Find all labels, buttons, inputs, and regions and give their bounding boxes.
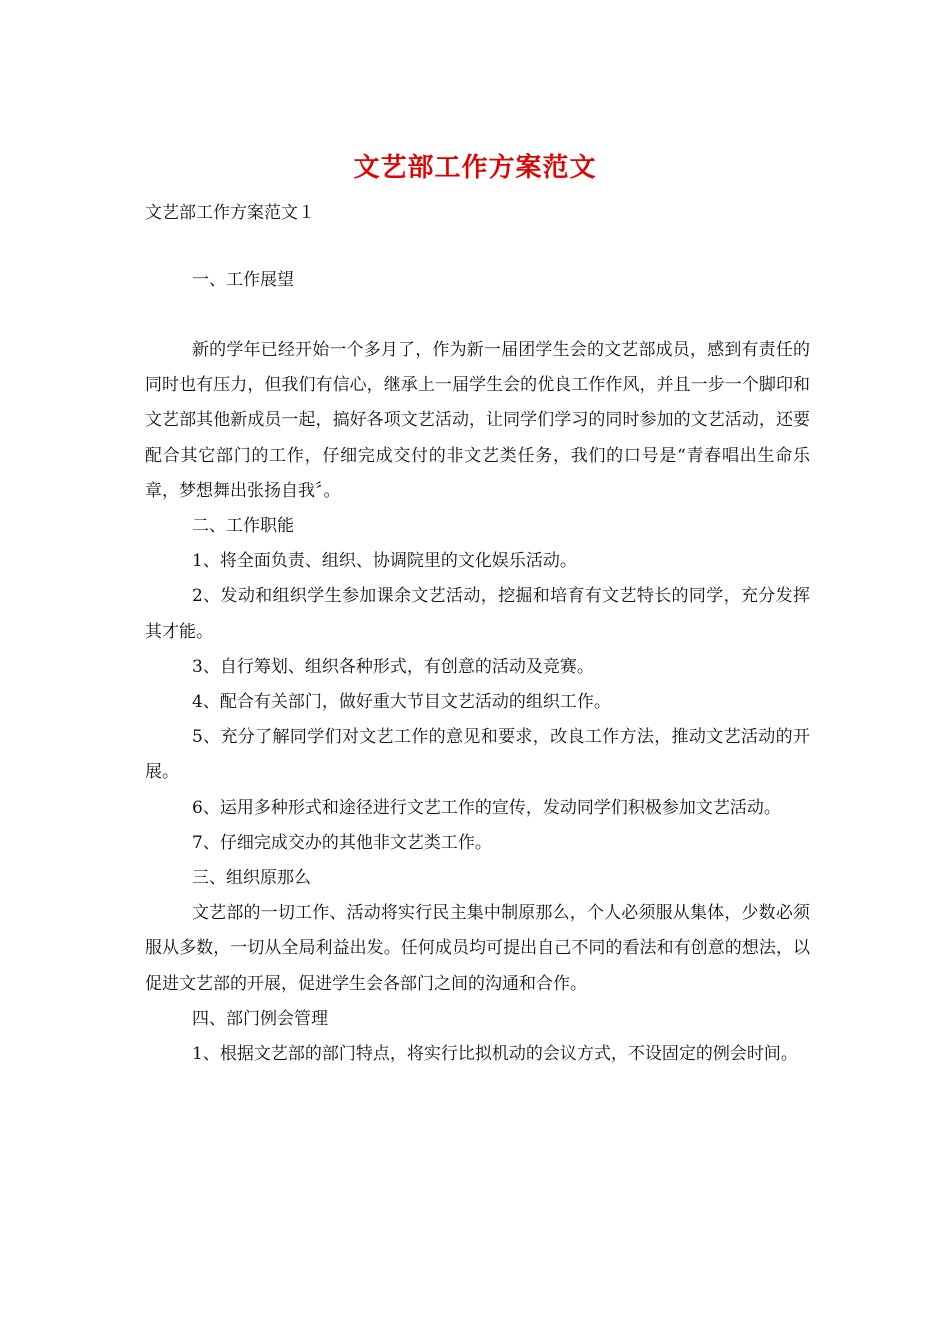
paragraph-principles: 文艺部的一切工作、活动将实行民主集中制原那么，个人必须服从集体，少数必须服从多数，一切从全局利益出发。任何成员均可提出自己不同的看法和有创意的想法，以促进文艺部的开展，促进学生会各部门之间的沟通和合作。 [145,903,810,994]
document-body [145,333,810,1072]
section-heading-meetings: 四、部门例会管理 [192,1008,328,1029]
section-heading-outlook: 一、工作展望 [192,270,294,290]
list-item: 1、根据文艺部的部门特点，将实行比拟机动的会议方式，不设固定的例会时间。 [192,1044,798,1065]
paragraph-intro: 新的学年已经开始一个多月了，作为新一届团学生会的文艺部成员，感到有责任的同时也有压力，但我们有信心，继承上一届学生会的优良工作作风，并且一步一个脚印和文艺部其他新成员一起，搞好各项文艺活动，让同学们学习的同时参加的文艺活动，还要配合其它部门的工作，仔细完成交付的非文艺类任务，我们的口号是“青春唱出生命乐章，梦想舞出张扬自我〞。 [145,340,810,501]
list-item: 5、充分了解同学们对文艺工作的意见和要求，改良工作方法，推动文艺活动的开展。 [145,727,810,783]
list-item: 4、配合有关部门，做好重大节目文艺活动的组织工作。 [192,692,611,713]
document-subtitle: 文艺部工作方案范文１ [145,203,315,223]
list-item: 6、运用多种形式和途径进行文艺工作的宣传，发动同学们积极参加文艺活动。 [192,797,781,818]
section-heading-functions: 二、工作职能 [192,516,294,537]
list-item: 7、仔细完成交办的其他非文艺类工作。 [192,832,492,853]
document-title: 文艺部工作方案范文 [353,153,597,183]
list-item: 2、发动和组织学生参加课余文艺活动，挖掘和培育有文艺特长的同学，充分发挥其才能。 [145,586,810,642]
list-item: 3、自行筹划、组织各种形式，有创意的活动及竞赛。 [192,656,594,677]
list-item: 1、将全面负责、组织、协调院里的文化娱乐活动。 [192,551,577,572]
section-heading-principles: 三、组织原那么 [192,868,311,889]
